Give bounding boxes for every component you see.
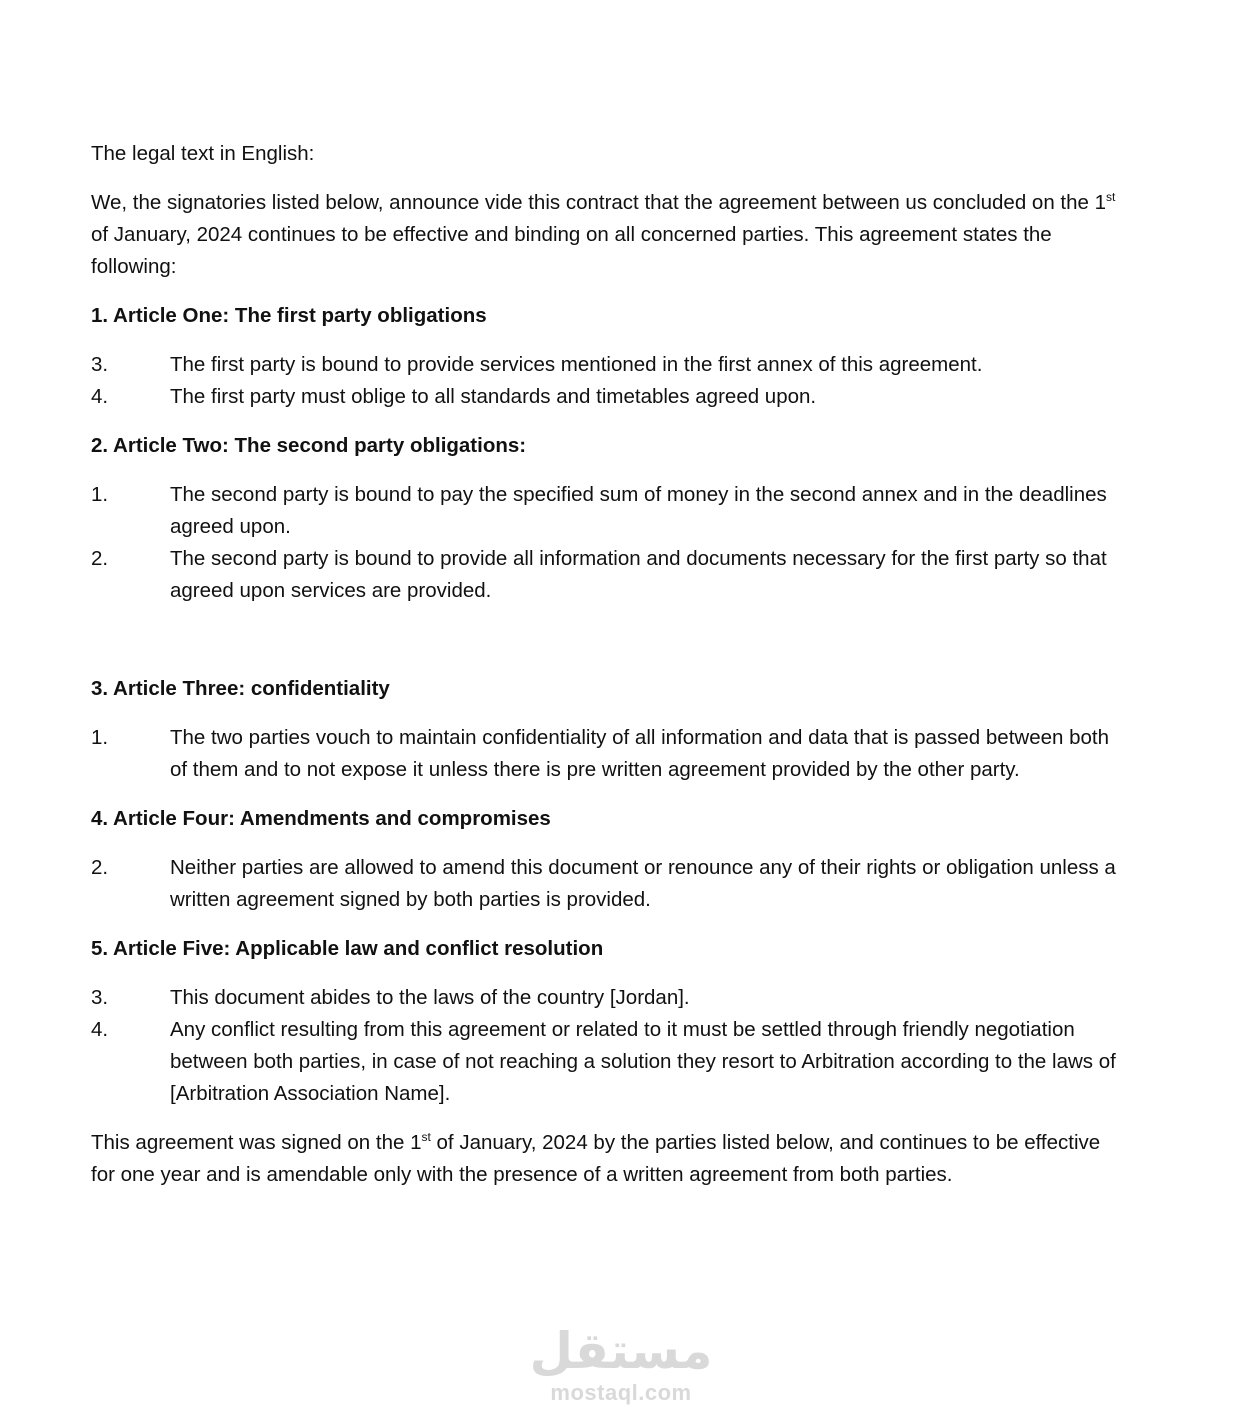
list-item [91, 722, 1121, 786]
item-text: The first party is bound to provide services mentioned in the first annex of this agreement. [170, 353, 983, 376]
item-number: 1. [91, 483, 109, 506]
closing-ordinal-suffix: st [421, 1130, 431, 1145]
closing-paragraph [91, 1127, 1121, 1191]
closing-text-end: of January, 2024 by the parties listed below, and continues to be effective for one year and is amendable only with the presence of a written agreement from both parties. [91, 1131, 1101, 1186]
watermark-logo-arabic: مستقل [529, 1322, 713, 1380]
list-item [91, 381, 1121, 413]
opening-text-end: of January, 2024 continues to be effective and binding on all concerned parties. This agreement states the following: [91, 223, 1052, 278]
watermark-logo-latin: mostaql.com [550, 1380, 692, 1405]
item-text: The two parties vouch to maintain confidentiality of all information and data that is passed between both of them and to not expose it unless there is pre written agreement provided by the other party. [170, 726, 1110, 781]
item-text: The first party must oblige to all standards and timetables agreed upon. [170, 385, 817, 408]
item-number: 2. [91, 547, 109, 570]
item-text: Any conflict resulting from this agreement or related to it must be settled through friendly negotiation between both parties, in case of not reaching a solution they resort to Arbitration according to the laws of [Arbitration Association Name]. [170, 1018, 1116, 1105]
intro-line: The legal text in English: [91, 142, 315, 165]
item-number: 3. [91, 353, 109, 376]
watermark [0, 1322, 1242, 1406]
article-list [91, 982, 1121, 1110]
item-number: 4. [91, 1018, 109, 1041]
article-heading: 5. Article Five: Applicable law and conflict resolution [91, 937, 604, 960]
blank-space [91, 624, 1121, 673]
item-number: 3. [91, 986, 109, 1009]
list-item [91, 349, 1121, 381]
article-list [91, 852, 1121, 916]
opening-text-start: We, the signatories listed below, announce vide this contract that the agreement between us concluded on the 1 [91, 191, 1107, 214]
item-text: The second party is bound to provide all information and documents necessary for the first party so that agreed upon services are provided. [170, 547, 1107, 602]
list-item [91, 1014, 1121, 1110]
item-number: 1. [91, 726, 109, 749]
article-list [91, 349, 1121, 413]
article-list [91, 479, 1121, 607]
article-heading: 1. Article One: The first party obligations [91, 304, 487, 327]
item-number: 2. [91, 856, 109, 879]
article-heading: 2. Article Two: The second party obligations: [91, 434, 527, 457]
article-heading: 3. Article Three: confidentiality [91, 677, 390, 700]
list-item [91, 852, 1121, 916]
list-item [91, 982, 1121, 1014]
item-number: 4. [91, 385, 109, 408]
article-list [91, 722, 1121, 786]
item-text: The second party is bound to pay the specified sum of money in the second annex and in the deadlines agreed upon. [170, 483, 1107, 538]
opening-ordinal-suffix: st [1106, 190, 1116, 205]
list-item [91, 543, 1121, 607]
opening-paragraph [91, 187, 1121, 283]
item-text: This document abides to the laws of the country [Jordan]. [170, 986, 690, 1009]
item-text: Neither parties are allowed to amend this document or renounce any of their rights or obligation unless a written agreement signed by both parties is provided. [170, 856, 1116, 911]
article-heading: 4. Article Four: Amendments and compromises [91, 807, 551, 830]
document-page [91, 138, 1121, 1208]
closing-text-start: This agreement was signed on the 1 [91, 1131, 422, 1154]
list-item [91, 479, 1121, 543]
